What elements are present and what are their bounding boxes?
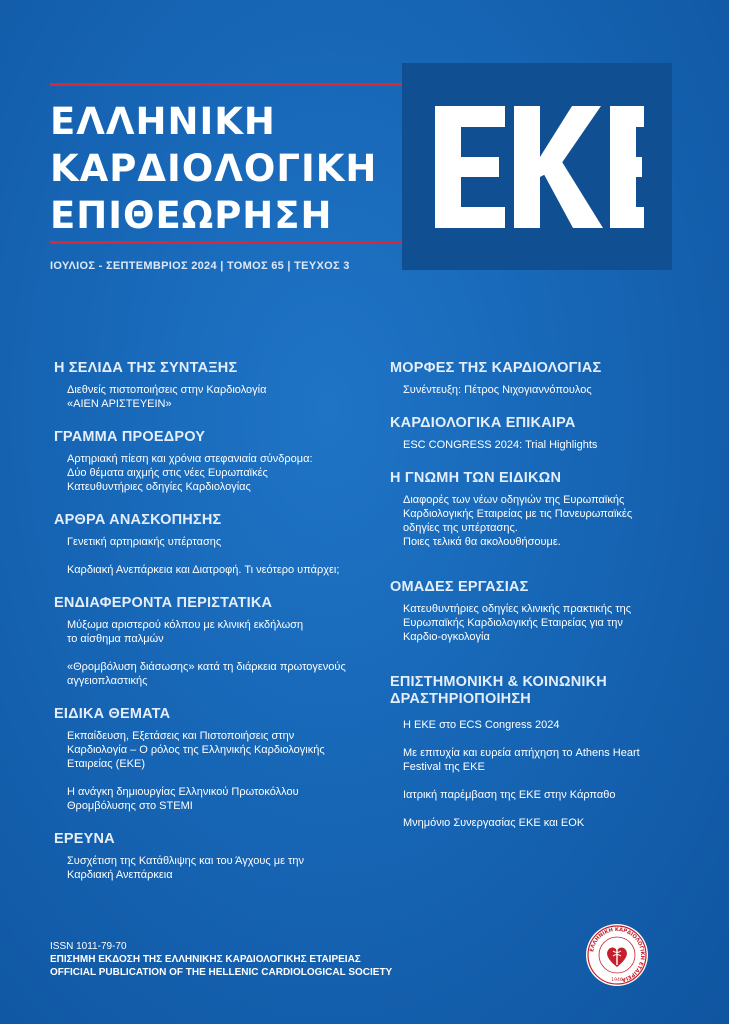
article-item[interactable]: «Θρομβόλυση διάσωσης» κατά τη διάρκεια πρωτογενούς αγγειοπλαστικής — [67, 661, 346, 687]
section-cardiology-news — [390, 415, 690, 452]
svg-text:1946: 1946 — [611, 978, 623, 983]
section-title: ΜΟΡΦΕΣ ΤΗΣ ΚΑΡΔΙΟΛΟΓΙΑΣ — [390, 360, 602, 376]
article-item[interactable]: Γενετική αρτηριακής υπέρτασης — [67, 536, 222, 548]
section-title: ΕΡΕΥΝΑ — [54, 831, 115, 847]
right-column — [390, 360, 690, 848]
article-item[interactable]: Μνημόνιο Συνεργασίας ΕΚΕ και ΕΟΚ — [403, 817, 585, 829]
section-title: ΑΡΘΡΑ ΑΝΑΣΚΟΠΗΣΗΣ — [54, 512, 222, 528]
title-line-3: ΕΠΙΘΕΩΡΗΣΗ — [50, 194, 333, 237]
section-reviews — [54, 512, 374, 577]
section-working-groups — [390, 579, 690, 644]
article-item[interactable]: ESC CONGRESS 2024: Trial Highlights — [403, 439, 598, 451]
svg-text:ΕΛΛΗΝΙΚΗ ΚΑΡΔΙΟΛΟΓΙΚΗ ΕΤΑΙΡΕΙΑ: ΕΛΛΗΝΙΚΗ ΚΑΡΔΙΟΛΟΓΙΚΗ ΕΤΑΙΡΕΙΑ — [589, 926, 646, 983]
section-title: ΚΑΡΔΙΟΛΟΓΙΚΑ ΕΠΙΚΑΙΡΑ — [390, 415, 576, 431]
article-item[interactable]: Συνέντευξη: Πέτρος Νιχογιαννόπουλος — [403, 384, 592, 396]
eke-logo-mark — [402, 63, 672, 270]
section-special-topics — [54, 706, 374, 813]
section-title: ΓΡΑΜΜΑ ΠΡΟΕΔΡΟΥ — [54, 429, 206, 445]
section-title: Η ΓΝΩΜΗ ΤΩΝ ΕΙΔΙΚΩΝ — [390, 470, 562, 486]
footer — [50, 940, 392, 979]
official-publication-greek: ΕΠΙΣΗΜΗ ΕΚΔΟΣΗ ΤΗΣ ΕΛΛΗΝΙΚΗΣ ΚΑΡΔΙΟΛΟΓΙΚΗΣ ΕΤΑΙΡΕΙΑΣ — [50, 954, 361, 965]
article-item[interactable]: Με επιτυχία και ευρεία απήχηση το Athens Heart Festival της ΕΚΕ — [403, 747, 640, 773]
issn: ISSN 1011-79-70 — [50, 941, 127, 952]
section-expert-opinion — [390, 470, 690, 549]
article-item[interactable]: Διαφορές των νέων οδηγιών της Ευρωπαϊκής Καρδιολογικής Εταιρείας με τις Πανευρωπαϊκές οδηγίες της υπέρτασης. Ποιες τελικά θα ακολουθήσουμε. — [403, 494, 633, 548]
official-publication-english: OFFICIAL PUBLICATION OF THE HELLENIC CARDIOLOGICAL SOCIETY — [50, 967, 393, 978]
article-item[interactable]: Διεθνείς πιστοποιήσεις στην Καρδιολογία «ΑΙΕΝ ΑΡΙΣΤΕΥΕΙΝ» — [67, 384, 267, 410]
title-line-2: ΚΑΡΔΙΟΛΟΓΙΚΗ — [50, 147, 378, 190]
title-line-1: ΕΛΛΗΝΙΚΗ — [50, 100, 276, 143]
issue-info: ΙΟΥΛΙΟΣ - ΣΕΠΤΕΜΒΡΙΟΣ 2024 | ΤΟΜΟΣ 65 | ΤΕΥΧΟΣ 3 — [50, 260, 350, 272]
section-case-reports — [54, 595, 374, 688]
article-item[interactable]: Καρδιακή Ανεπάρκεια και Διατροφή. Τι νεότερο υπάρχει; — [67, 564, 340, 576]
section-title: ΕΙΔΙΚΑ ΘΕΜΑΤΑ — [54, 706, 171, 722]
section-scientific-social-activity — [390, 674, 690, 830]
society-seal-icon — [585, 923, 649, 987]
section-faces-of-cardiology — [390, 360, 690, 397]
article-item[interactable]: Εκπαίδευση, Εξετάσεις και Πιστοποιήσεις στην Καρδιολογία – Ο ρόλος της Ελληνικής Καρδιολογικής Εταιρείας (ΕΚΕ) — [67, 730, 325, 770]
section-title: Η ΣΕΛΙΔΑ ΤΗΣ ΣΥΝΤΑΞΗΣ — [54, 360, 238, 376]
section-editorial — [54, 360, 374, 411]
eke-logo — [402, 63, 672, 270]
article-item[interactable]: Μύξωμα αριστερού κόλπου με κλινική εκδήλωση το αίσθημα παλμών — [67, 619, 304, 645]
journal-title — [50, 98, 377, 239]
article-item[interactable]: Ιατρική παρέμβαση της ΕΚΕ στην Κάρπαθο — [403, 789, 616, 801]
section-research — [54, 831, 374, 882]
article-item[interactable]: Η ΕΚΕ στο ECS Congress 2024 — [403, 719, 560, 731]
section-title: ΕΝΔΙΑΦΕΡΟΝΤΑ ΠΕΡΙΣΤΑΤΙΚΑ — [54, 595, 273, 611]
section-title: ΟΜΑΔΕΣ ΕΡΓΑΣΙΑΣ — [390, 579, 529, 595]
section-title: ΕΠΙΣΤΗΜΟΝΙΚΗ & ΚΟΙΝΩΝΙΚΗ ΔΡΑΣΤΗΡΙΟΠΟΙΗΣΗ — [390, 674, 607, 707]
article-item[interactable]: Αρτηριακή πίεση και χρόνια στεφανιαία σύνδρομα: Δύο θέματα αιχμής στις νέες Ευρωπαϊκές Κατευθυντήριες οδηγίες Καρδιολογίας — [67, 453, 313, 493]
article-item[interactable]: Συσχέτιση της Κατάθλιψης και του Άγχους με την Καρδιακή Ανεπάρκεια — [67, 855, 305, 881]
left-column — [54, 360, 374, 900]
article-item[interactable]: Κατευθυντήριες οδηγίες κλινικής πρακτικής της Ευρωπαϊκής Καρδιολογικής Εταιρείας για την Καρδιο-ογκολογία — [403, 603, 632, 643]
article-item[interactable]: Η ανάγκη δημιουργίας Ελληνικού Πρωτοκόλλου Θρομβόλυσης στο STEMI — [67, 786, 299, 812]
section-president-letter — [54, 429, 374, 494]
